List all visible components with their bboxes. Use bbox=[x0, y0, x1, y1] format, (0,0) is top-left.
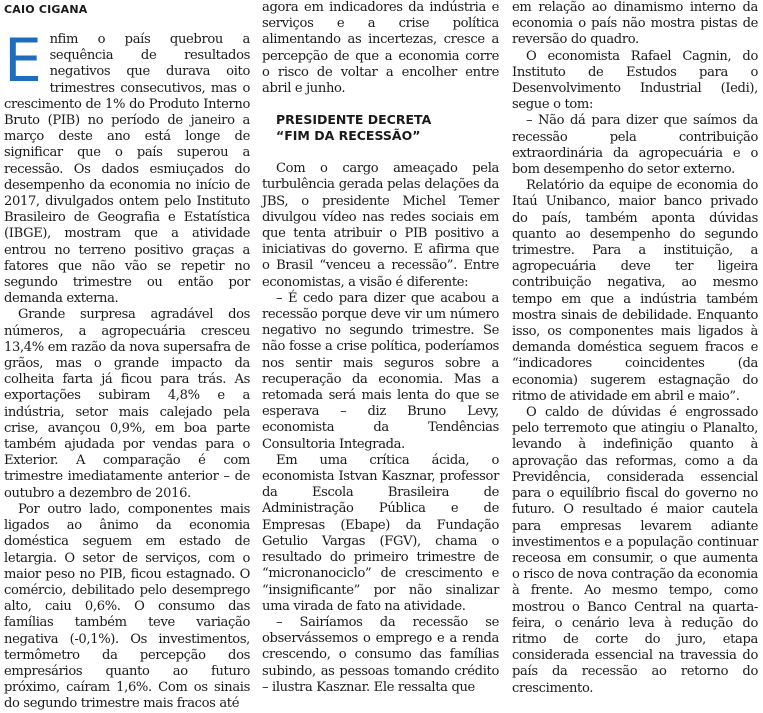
paragraph: agora em indicadores da indústria e serviços e a crise política alimentando as incertezas, cresce a percepção de que a economia corre o risco de voltar a encolher entre abril e junho. bbox=[262, 0, 499, 97]
paragraph: Por outro lado, componentes mais ligados ao ânimo da economia doméstica seguem em estado de letargia. O setor de serviços, com o maior peso no PIB, ficou estagnado. O comércio, debilitado pelo desemprego alto, caiu 0,6%. O consumo das famílias também teve variação negativa (-0,1%). Os investimentos, termômetro da percepção dos empresários quanto ao futuro próximo, caíram 1,6%. Com os sinais do segundo trimestre mais fracos até bbox=[4, 501, 250, 712]
author-byline: CAIO CIGANA bbox=[4, 3, 88, 16]
paragraph: – Não dá para dizer que saímos da recessão pela contribuição extraordinária da agropecuária e o bom desempenho do setor externo. bbox=[512, 113, 758, 178]
paragraph-text: nfim o país quebrou a sequência de resultados negativos que durava oito trimestres consecutivos, mas o crescimento de 1% do Produto Interno Bruto (PIB) no período de janeiro a março deste ano está longe de significar que o país superou a recessão. Os dados esmiuçados do desempenho da economia no início de 2017, divulgados ontem pelo Instituto Brasileiro de Geografia e Estatística (IBGE), mostram que a atividade entrou no terreno positivo graças a fatores que não vão se repetir no segundo trimestre ou então por demanda externa. bbox=[4, 32, 250, 307]
paragraph: – Sairíamos da recessão se observássemos o emprego e a renda crescendo, o consumo das famílias subindo, as pessoas tomando crédito – ilustra Kasznar. Ele ressalta que bbox=[262, 614, 499, 695]
paragraph: – É cedo para dizer que acabou a recessão porque deve vir um número negativo no segundo trimestre. Se não fosse a crise política, poderíamos nos sentir mais seguros sobre a recuperação da economia. Mas a retomada será mais lenta do que se esperava – diz Bruno Levy, economista da Tendências Consultoria Integrada. bbox=[262, 290, 499, 452]
paragraph: Relatório da equipe de economia do Itaú Unibanco, maior banco privado do país, também aponta dúvidas quanto ao desempenho do segundo trimestre. Para a instituição, a agropecuária deve ter ligeira contribuição negativa, ao mesmo tempo em que a indústria também mostra sinais de debilidade. Enquanto isso, os componentes mais ligados à demanda doméstica seguem fracos e “indicadores coincidentes (da economia) sugerem estagnação do ritmo de atividade em abril e maio”. bbox=[512, 178, 758, 404]
paragraph: Em uma crítica ácida, o economista Istvan Kasznar, professor da Escola Brasileira de Administração Pública e de Empresas (Ebape) da Fundação Getulio Vargas (FGV), chama o resultado do primeiro trimestre de “micronanociclo” de crescimento e “insignificante” por não sinalizar uma virada de fato na atividade. bbox=[262, 452, 499, 614]
paragraph: Com o cargo ameaçado pela turbulência gerada pelas delações da JBS, o presidente Michel Temer divulgou vídeo nas redes sociais em que tenta atribuir o PIB positivo a iniciativas do governo. E afirma que o Brasil “venceu a recessão”. Entre economistas, a visão é diferente: bbox=[262, 161, 499, 290]
paragraph: Grande surpresa agradável dos números, a agropecuária cresceu 13,4% em razão da nova supersafra de grãos, mas o grande impacto da colheita farta já ficou para trás. As exportações subiram 4,8% e a indústria, setor mais calejado pela crise, avançou 0,9%, em boa parte também ajudada por vendas para o Exterior. A comparação é com trimestre imediatamente anterior – de outubro a dezembro de 2016. bbox=[4, 307, 250, 501]
paragraph: em relação ao dinamismo interno da economia o país não mostra pistas de reversão do quadro. bbox=[512, 0, 758, 48]
subhead-line-1: PRESIDENTE DECRETA bbox=[276, 112, 432, 128]
article-column-1 bbox=[4, 0, 250, 712]
section-subhead bbox=[276, 112, 499, 144]
paragraph: O caldo de dúvidas é engrossado pelo terremoto que atingiu o Planalto, levando à indefinição quanto à aprovação das reformas, como a da Previdência, considerada essencial para o equilíbrio fiscal do governo no futuro. O resultado é maior cautela para empresas levarem adiante investimentos e a população continuar receosa em consumir, o que aumenta o risco de nova contração da economia à frente. Ao mesmo tempo, como mostrou o Banco Central na quarta-feira, o cenário leva à redução do ritmo de corte do juro, etapa considerada essencial na travessia do país da recessão ao retorno do crescimento. bbox=[512, 405, 758, 696]
paragraph bbox=[4, 26, 250, 307]
paragraph: O economista Rafael Cagnin, do Instituto de Estudos para o Desenvolvimento Industrial (Iedi), segue o tom: bbox=[512, 48, 758, 113]
subhead-line-2: “FIM DA RECESSÃO” bbox=[276, 128, 421, 144]
article-column-3 bbox=[512, 0, 758, 696]
article-column-2 bbox=[262, 0, 499, 695]
drop-cap: E bbox=[4, 26, 42, 96]
